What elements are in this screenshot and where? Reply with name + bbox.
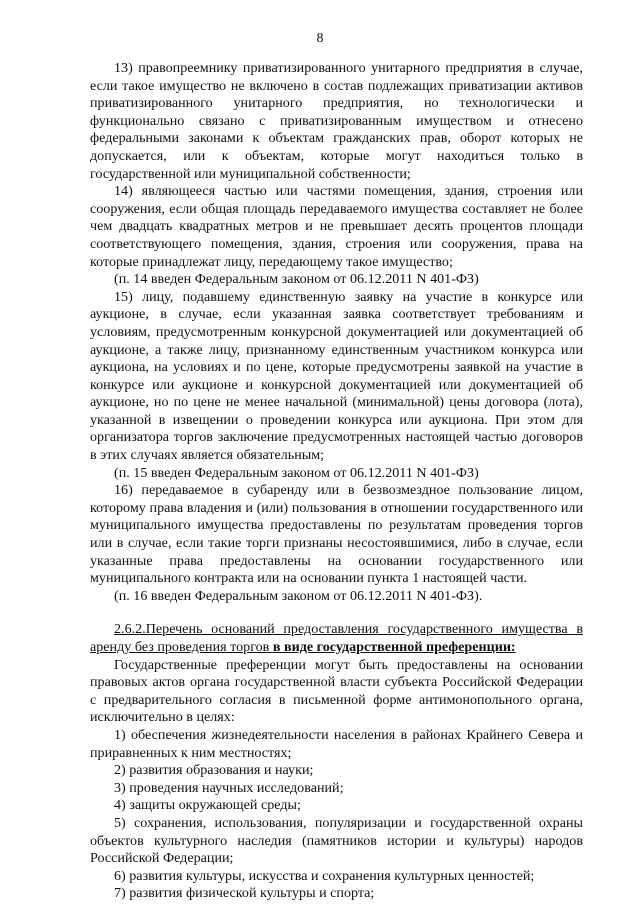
purpose-item-2: 2) развития образования и науки; xyxy=(114,762,314,779)
purpose-item-4: 4) защиты окружающей среды; xyxy=(114,797,301,814)
paragraph-item-16: 16) передаваемое в субаренду или в безвозмездное пользование лицом, которому права владения и (или) пользования в отношении государственного или муниципального имущества предоставлены по результатам проведения торгов или в случае, если такие торги признаны несостоявшимися, либо в случае, если указанные права предоставлены на основании государственного или муниципального контракта или на основании пункта 1 настоящей части. xyxy=(90,482,583,587)
page-number: 8 xyxy=(316,31,324,46)
document-body xyxy=(90,60,583,903)
section-heading-bold: в виде государственной преференции: xyxy=(272,639,516,655)
section-gap xyxy=(90,605,583,621)
purpose-item-3: 3) проведения научных исследований; xyxy=(114,779,344,796)
amendment-note-14: (п. 14 введен Федеральным законом от 06.12.2011 N 401-ФЗ) xyxy=(114,271,479,288)
purpose-item-6: 6) развития культуры, искусства и сохранения культурных ценностей; xyxy=(114,867,535,884)
amendment-note-15: (п. 15 введен Федеральным законом от 06.12.2011 N 401-ФЗ) xyxy=(114,464,479,481)
paragraph-item-15: 15) лицу, подавшему единственную заявку на участие в конкурсе или аукционе, в случае, если указанная заявка соответствует требованиям и условиям, предусмотренным конкурсной документацией или документацией об аукционе, а также лицу, признанному единственным участником конкурса или аукциона, на условиях и по цене, которые предусмотрены заявкой на участие в конкурсе или аукционе и конкурсной документацией или документацией об аукционе, но по цене не менее начальной (минимальной) цены договора (лота), указанной в извещении о проведении конкурса или аукциона. При этом для организатора торгов заключение предусмотренных настоящей частью договоров в этих случаях является обязательным; xyxy=(90,288,583,464)
paragraph-item-14: 14) являющееся частью или частями помещения, здания, строения или сооружения, если общая площадь передаваемого имущества составляет не более чем двадцать квадратных метров и не превышает десять процентов площади соответствующего помещения, здания, строения или сооружения, права на которые принадлежат лицу, передающему такое имущество; xyxy=(90,183,583,270)
section-heading-text: 2.6.2.Перечень оснований предоставления государственного имущества в аренду без проведения торгов xyxy=(90,621,583,655)
purpose-item-5: 5) сохранения, использования, популяризации и государственной охраны объектов культурного наследия (памятников истории и культуры) народов Российской Федерации; xyxy=(90,814,583,867)
section-heading xyxy=(90,621,583,656)
paragraph-item-13: 13) правопреемнику приватизированного унитарного предприятия в случае, если такое имущество не включено в состав подлежащих приватизации активов приватизированного унитарного предприятия, но технологически и функционально связано с приватизированным имуществом и отнесено федеральными законами к объектам гражданских прав, оборот которых не допускается, или к объектам, которые могут находиться только в государственной или муниципальной собственности; xyxy=(90,60,583,182)
preferences-intro: Государственные преференции могут быть предоставлены на основании правовых актов органа государственной власти субъекта Российской Федерации с предварительного согласия в письменной форме антимонопольного органа, исключительно в целях: xyxy=(90,656,583,726)
purpose-item-7: 7) развития физической культуры и спорта; xyxy=(114,885,375,902)
amendment-note-16: (п. 16 введен Федеральным законом от 06.12.2011 N 401-ФЗ). xyxy=(114,587,483,604)
purpose-item-1: 1) обеспечения жизнедеятельности населения в районах Крайнего Севера и приравненных к ним местностях; xyxy=(90,726,583,761)
